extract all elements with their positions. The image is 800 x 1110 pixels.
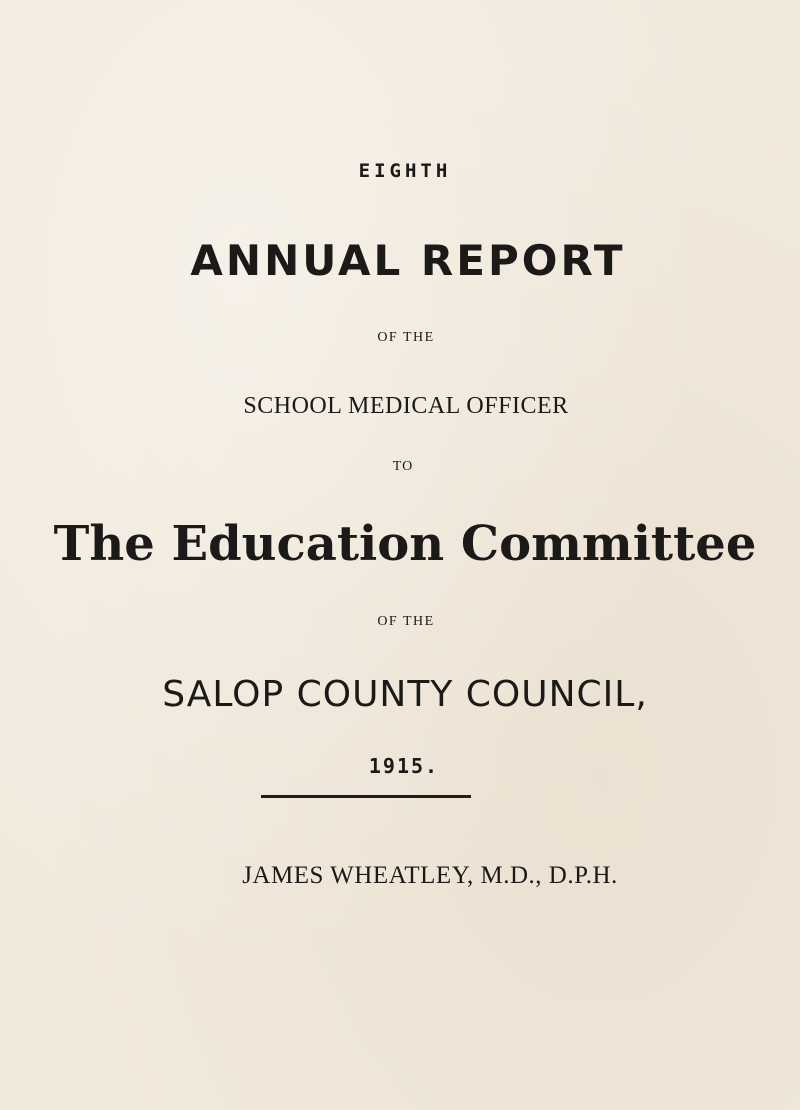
of-the-line-2: OF THE [377,614,435,629]
report-title: ANNUAL REPORT [190,236,626,285]
council-name: SALOP COUNTY COUNCIL, [162,674,648,715]
author-name: JAMES WHEATLEY, M.D., D.P.H. [242,862,618,889]
committee-name: The Education Committee [53,516,757,572]
to-line: TO [392,459,414,474]
divider-rule [261,795,471,798]
report-year: 1915. [368,754,440,778]
officer-title: SCHOOL MEDICAL OFFICER [243,393,569,419]
of-the-line-1: OF THE [377,330,435,345]
ordinal-heading: EIGHTH [358,160,452,182]
